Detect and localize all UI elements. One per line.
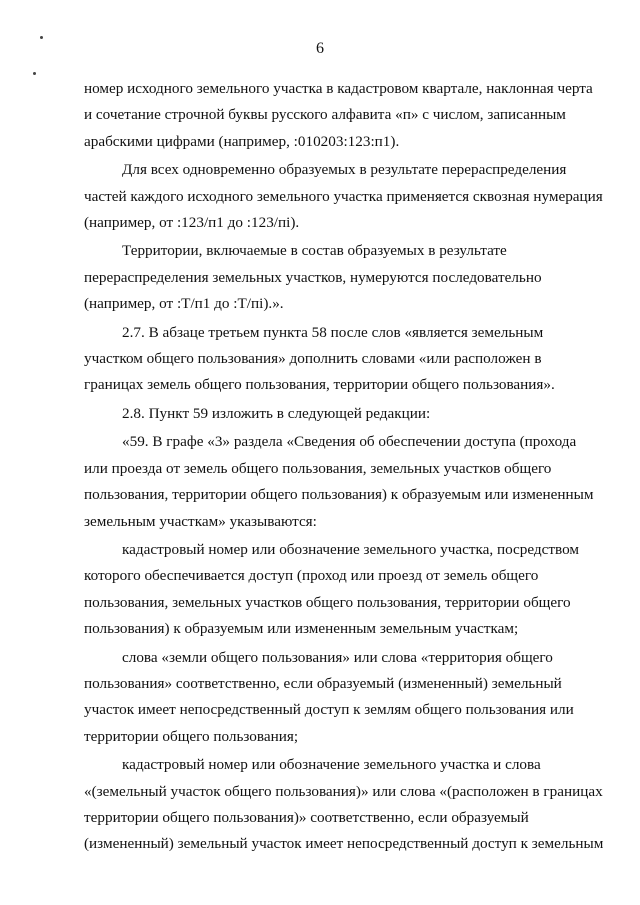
- paragraph-cadastral-number: кадастровый номер или обозначение земельного участка, посредством которого обеспечивается доступ (проход или проезд от земель общего пользования, земельных участков общего пользования, территории общего пользования) к образуемым или измененным земельным участкам;: [84, 540, 580, 638]
- scan-mark-top: [40, 36, 43, 39]
- paragraph-numbering-format: номер исходного земельного участка в кадастровом квартале, наклонная черта и сочетание строчной буквы русского алфавита «п» с числом, записанным арабскими цифрами (например, :010203:123:п1).: [84, 80, 593, 150]
- paragraph-words-common-use: слова «земли общего пользования» или слова «территория общего пользования» соответственно, если образуемый (измененный) земельный участок имеет непосредственный доступ к землям общего пользования или территории общего пользования;: [84, 648, 574, 745]
- document-body: [84, 76, 604, 858]
- paragraph-item-2-8: 2.8. Пункт 59 изложить в следующей редакции:: [122, 404, 431, 422]
- page-number: 6: [316, 40, 324, 57]
- scan-mark-bottom: [33, 72, 36, 75]
- paragraph-cadastral-and-words: кадастровый номер или обозначение земельного участка и слова «(земельный участок общего пользования)» или слова «(расположен в границах территории общего пользования)» соответственно, если образуемый (измененный) земельный участок имеет непосредственный доступ к земельным: [84, 756, 604, 853]
- paragraph-territory-numbering: Территории, включаемые в состав образуемых в результате перераспределения земельных участков, нумеруются последовательно (например, от :Т/п1 до :Т/пi).».: [84, 242, 542, 313]
- paragraph-item-59: «59. В графе «3» раздела «Сведения об обеспечении доступа (прохода или проезда от земель общего пользования, земельных участков общего пользования, территории общего пользования) к образуемым или измененным земельным участкам» указываются:: [84, 433, 594, 530]
- paragraph-through-numbering: Для всех одновременно образуемых в результате перераспределения частей каждого исходного земельного участка применяется сквозная нумерация (например, от :123/п1 до :123/пi).: [84, 161, 603, 232]
- paragraph-item-2-7: 2.7. В абзаце третьем пункта 58 после слов «является земельным участком общего пользования» дополнить словами «или расположен в границах земель общего пользования, территории общего пользования».: [84, 323, 555, 394]
